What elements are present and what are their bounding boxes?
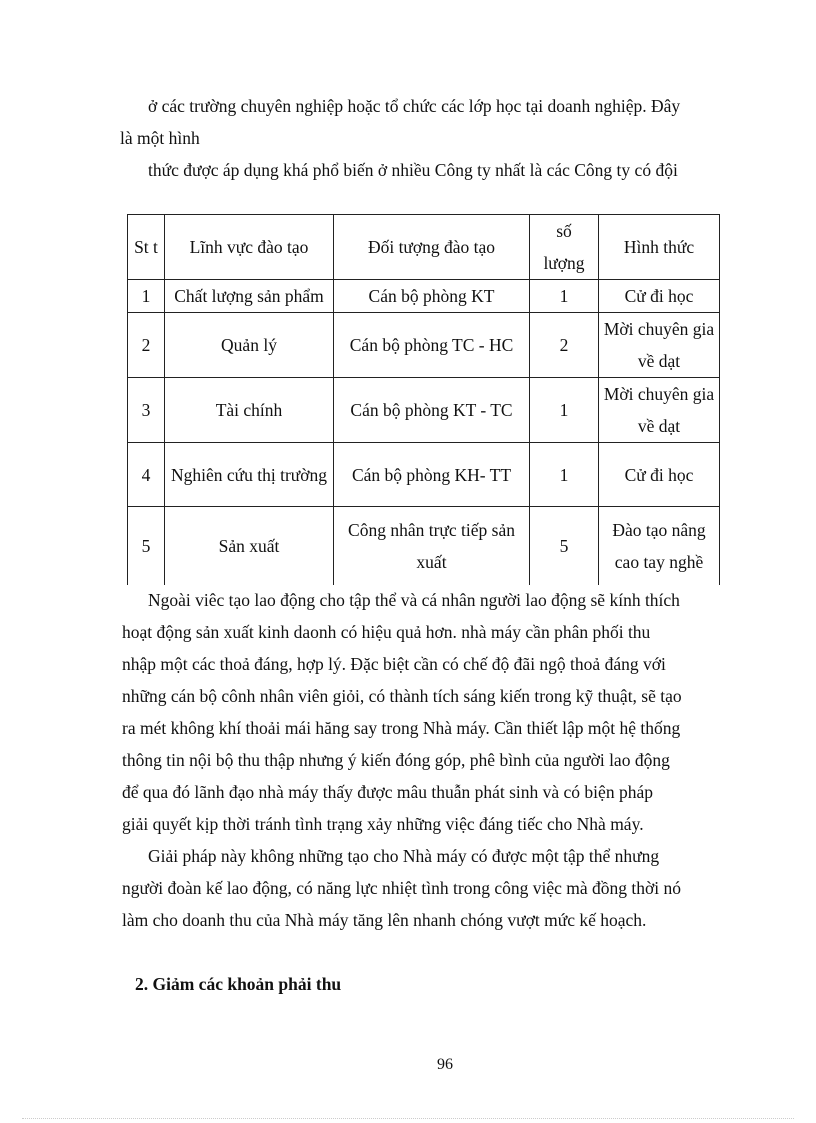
paragraph-2-line: người đoàn kế lao động, có năng lực nhiệt tình trong công việc mà đồng thời nó <box>122 878 681 898</box>
cell-quantity: 1 <box>530 443 599 507</box>
cell-quantity: 5 <box>530 507 599 585</box>
table-header-row <box>128 215 720 280</box>
paragraph-1-line: thông tin nội bộ thu thập nhưng ý kiến đóng góp, phê bình của người lao động <box>122 750 670 770</box>
cell-field: Tài chính <box>165 378 334 443</box>
paragraph-1-line: giải quyết kịp thời tránh tình trạng xảy những việc đáng tiếc cho Nhà máy. <box>122 814 644 834</box>
training-table <box>127 214 720 585</box>
cell-quantity: 1 <box>530 280 599 313</box>
cell-form: Đào tạo nâng cao tay nghề <box>599 507 720 585</box>
cell-stt: 5 <box>128 507 165 585</box>
table-row <box>128 378 720 443</box>
paragraph-1-line: hoạt động sản xuất kinh daonh có hiệu quả hơn. nhà máy cần phân phối thu <box>122 622 651 642</box>
cell-form: Mời chuyên gia về dạt <box>599 378 720 443</box>
table-row <box>128 507 720 585</box>
header-field: Lĩnh vực đào tạo <box>165 215 334 280</box>
cell-field: Nghiên cứu thị trường <box>165 443 334 507</box>
paragraph-2-line: làm cho doanh thu của Nhà máy tăng lên nhanh chóng vượt mức kế hoạch. <box>122 910 647 930</box>
cell-target: Cán bộ phòng KT <box>334 280 530 313</box>
cell-form: Cử đi học <box>599 443 720 507</box>
cell-target: Cán bộ phòng KH- TT <box>334 443 530 507</box>
table-row <box>128 280 720 313</box>
paragraph-1-line: ra mét không khí thoải mái hăng say trong Nhà máy. Cần thiết lập một hệ thống <box>122 718 681 738</box>
cell-stt: 2 <box>128 313 165 378</box>
intro-line-2: là một hình <box>120 128 200 148</box>
section-heading: 2. Giảm các khoản phải thu <box>135 974 342 994</box>
paragraph-1-line: Ngoài viêc tạo lao động cho tập thể và cá nhân người lao động sẽ kính thích <box>148 590 680 610</box>
cell-stt: 4 <box>128 443 165 507</box>
cell-field: Quản lý <box>165 313 334 378</box>
intro-line-3: thức được áp dụng khá phổ biến ở nhiều Công ty nhất là các Công ty có đội <box>148 160 678 180</box>
cell-field: Chất lượng sản phẩm <box>165 280 334 313</box>
cell-target: Cán bộ phòng KT - TC <box>334 378 530 443</box>
cell-quantity: 1 <box>530 378 599 443</box>
cell-target: Cán bộ phòng TC - HC <box>334 313 530 378</box>
header-quantity: số lượng <box>530 215 599 280</box>
cell-stt: 3 <box>128 378 165 443</box>
paragraph-1-line: nhập một các thoả đáng, hợp lý. Đặc biệt cần có chế độ đãi ngộ thoả đáng với <box>122 654 666 674</box>
cell-form: Cử đi học <box>599 280 720 313</box>
cell-quantity: 2 <box>530 313 599 378</box>
paragraph-1-line: để qua đó lãnh đạo nhà máy thấy được mâu thuẫn phát sinh và có biện pháp <box>122 782 653 802</box>
header-stt: St t <box>128 215 165 280</box>
table-row <box>128 313 720 378</box>
cell-stt: 1 <box>128 280 165 313</box>
header-form: Hình thức <box>599 215 720 280</box>
intro-line-1: ở các trường chuyên nghiệp hoặc tổ chức các lớp học tại doanh nghiệp. Đây <box>148 96 681 116</box>
paragraph-1-line: những cán bộ cônh nhân viên giỏi, có thành tích sáng kiến trong kỹ thuật, sẽ tạo <box>122 686 682 706</box>
table-row <box>128 443 720 507</box>
footer-divider <box>22 1118 794 1119</box>
cell-form: Mời chuyên gia về dạt <box>599 313 720 378</box>
cell-field: Sản xuất <box>165 507 334 585</box>
paragraph-2-line: Giải pháp này không những tạo cho Nhà máy có được một tập thể nhưng <box>148 846 660 866</box>
cell-target: Công nhân trực tiếp sản xuất <box>334 507 530 585</box>
header-target: Đối tượng đào tạo <box>334 215 530 280</box>
page-number: 96 <box>437 1056 453 1073</box>
